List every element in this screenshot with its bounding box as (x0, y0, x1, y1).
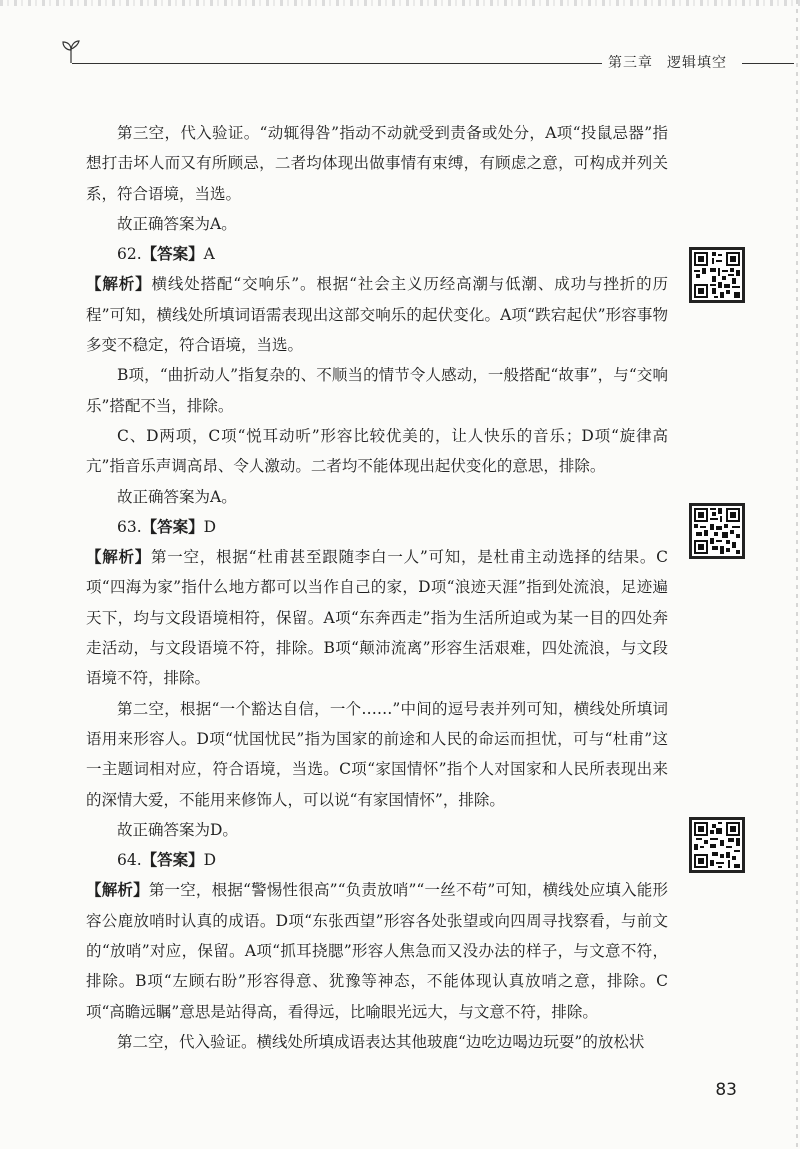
answer-line-62 (86, 239, 668, 269)
explanation-64 (86, 875, 668, 1026)
answer-value: D (203, 851, 217, 870)
page-header (0, 0, 800, 80)
chapter-title: 逻辑填空 (667, 55, 727, 71)
paragraph: B项，“曲折动人”指复杂的、不顺当的情节令人感动，一般搭配“故事”，与“交响乐”搭配不当，排除。 (86, 366, 668, 415)
header-rule-right (742, 63, 794, 64)
conclusion: 故正确答案为A。 (117, 487, 237, 506)
paragraph: 第二空，代入验证。横线处所填成语表达其他玻鹿“边吃边喝边玩耍”的放松状 (117, 1032, 645, 1051)
paragraph: C、D两项，C项“悦耳动听”形容比较优美的，让人快乐的音乐；D项“旋律高亢”指音乐声调高昂、令人激动。二者均不能体现出起伏变化的意思，排除。 (86, 426, 668, 476)
answer-label: 【答案】 (141, 245, 204, 264)
sprout-icon (58, 38, 84, 64)
page-body (86, 118, 668, 1057)
qr-pattern (692, 250, 742, 300)
answer-value: D (203, 517, 217, 536)
qr-pattern (692, 506, 742, 556)
chapter-label (608, 52, 741, 72)
paragraph: 第三空，代入验证。“动辄得咎”指动不动就受到责备或处分，A项“投鼠忌器”指想打击坏人而又有所顾忌，二者均体现出做事情有束缚，有顾虑之意，可构成并列关系，符合语境，当选。 (86, 124, 668, 203)
answer-value: A (203, 245, 215, 264)
qr-pattern (692, 820, 742, 870)
explanation-text: 第一空，根据“杜甫甚至跟随李白一人”可知，是杜甫主动选择的结果。C项“四海为家”指什么地方都可以当作自己的家，D项“浪迹天涯”指到处流浪，足迹遍天下，均与文段语境相符，保留。A项“东奔西走”指为生活所迫或为某一目的四处奔走活动，与文段语境不符，排除。B项“颠沛流离”形容生活艰难，四处流浪，与文段语境不符，排除。 (86, 548, 668, 688)
explanation-text: 横线处搭配“交响乐”。根据“社会主义历经高潮与低潮、成功与挫折的历程”可知，横线处所填词语需表现出这部交响乐的起伏变化。A项“跌宕起伏”形容事物多变不稳定，符合语境，当选。 (86, 275, 668, 355)
qr-code-icon[interactable] (689, 247, 745, 303)
explanation-63 (86, 542, 668, 693)
explanation-62 (86, 269, 668, 360)
answer-label: 【答案】 (141, 517, 204, 536)
answer-line-63 (86, 512, 668, 542)
explanation-label: 【解析】 (86, 275, 152, 294)
header-rule-left (72, 63, 602, 64)
paragraph: 故正确答案为A。 (117, 214, 237, 233)
answer-label: 【答案】 (141, 851, 204, 870)
chapter-number: 第三章 (608, 55, 653, 71)
explanation-label: 【解析】 (86, 881, 149, 900)
question-number: 63. (117, 517, 142, 536)
scan-edge-right (796, 0, 798, 1149)
qr-code-icon[interactable] (689, 503, 745, 559)
question-number: 62. (117, 245, 142, 264)
explanation-text: 第一空，根据“警惕性很高”“负责放哨”“一丝不苟”可知，横线处应填入能形容公鹿放哨时认真的成语。D项“东张西望”形容各处张望或向四周寻找察看，与前文的“放哨”对应，保留。A项“抓耳挠腮”形容人焦急而又没办法的样子，与文意不符，排除。B项“左顾右盼”形容得意、犹豫等神态，不能体现认真放哨之意，排除。C项“高瞻远瞩”意思是站得高，看得远，比喻眼光远大，与文意不符，排除。 (86, 881, 668, 1021)
explanation-label: 【解析】 (86, 548, 152, 567)
answer-line-64 (86, 845, 668, 875)
conclusion: 故正确答案为D。 (117, 820, 238, 839)
question-number: 64. (117, 851, 142, 870)
paragraph: 第二空，根据“一个豁达自信，一个……”中间的逗号表并列可知，横线处所填词语用来形容人。D项“忧国忧民”指为国家的前途和人民的命运而担忧，可与“杜甫”这一主题词相对应，符合语境，当选。C项“家国情怀”指个人对国家和人民所表现出来的深情大爱，不能用来修饰人，可以说“有家国情怀”，排除。 (86, 699, 668, 809)
qr-code-icon[interactable] (689, 817, 745, 873)
page-number: 83 (715, 1080, 737, 1100)
